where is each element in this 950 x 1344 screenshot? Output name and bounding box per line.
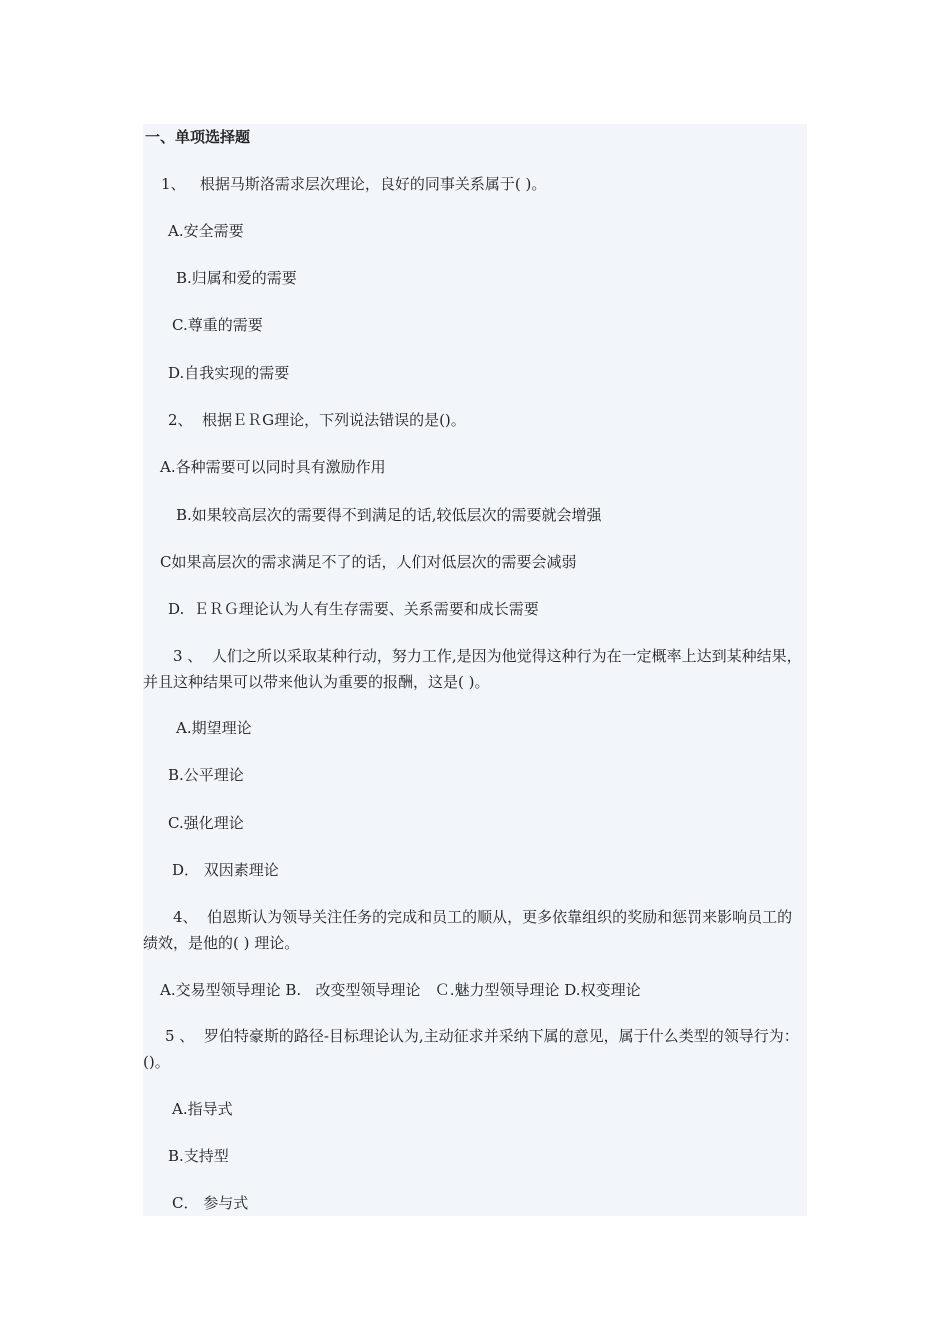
- question-1-option-d: D.自我实现的需要: [168, 364, 290, 382]
- question-3-option-b: B.公平理论: [168, 766, 244, 784]
- content-panel: [143, 124, 807, 1216]
- question-2-stem: 2、 根据ＥＲG理论，下列说法错误的是()。: [168, 411, 466, 429]
- question-3-stem: 3 、 人们之所以采取某种行动，努力工作,是因为他觉得这种行为在一定概率上达到某种结果，并且这种结果可以带来他认为重要的报酬，这是( )。: [143, 647, 802, 691]
- question-5-stem: 5 、 罗伯特豪斯的路径-目标理论认为,主动征求并采纳下属的意见，属于什么类型的领导行为：()。: [143, 1027, 799, 1071]
- question-5-option-c: C． 参与式: [172, 1194, 249, 1212]
- question-3-option-a: A.期望理论: [176, 719, 252, 737]
- question-1-stem: 1、 根据马斯洛需求层次理论，良好的同事关系属于( )。: [161, 175, 547, 193]
- question-5-option-b: B.支持型: [168, 1147, 229, 1165]
- question-4-stem: 4、 伯恩斯认为领导关注任务的完成和员工的顺从，更多依靠组织的奖励和惩罚来影响员工的绩效，是他的( ) 理论。: [143, 908, 793, 952]
- question-2-option-d: D. ＥＲＧ理论认为人有生存需要、关系需要和成长需要: [168, 600, 539, 618]
- question-1-option-a: A.安全需要: [168, 222, 244, 240]
- question-2-option-c: C如果高层次的需求满足不了的话，人们对低层次的需要会减弱: [160, 553, 577, 571]
- question-4-options: A.交易型领导理论 B. 改变型领导理论 Ｃ.魅力型领导理论 D.权变理论: [160, 981, 641, 999]
- question-3-option-d: D． 双因素理论: [172, 861, 279, 879]
- question-3-option-c: C.强化理论: [168, 814, 244, 832]
- question-1-option-c: C.尊重的需要: [172, 316, 263, 334]
- question-5-option-a: A.指导式: [172, 1100, 233, 1118]
- section-title: 一、单项选择题: [145, 128, 251, 146]
- question-2-option-a: A.各种需要可以同时具有激励作用: [160, 458, 386, 476]
- question-1-option-b: B.归属和爱的需要: [176, 269, 297, 287]
- question-2-option-b: B.如果较高层次的需要得不到满足的话,较低层次的需要就会增强: [176, 506, 602, 524]
